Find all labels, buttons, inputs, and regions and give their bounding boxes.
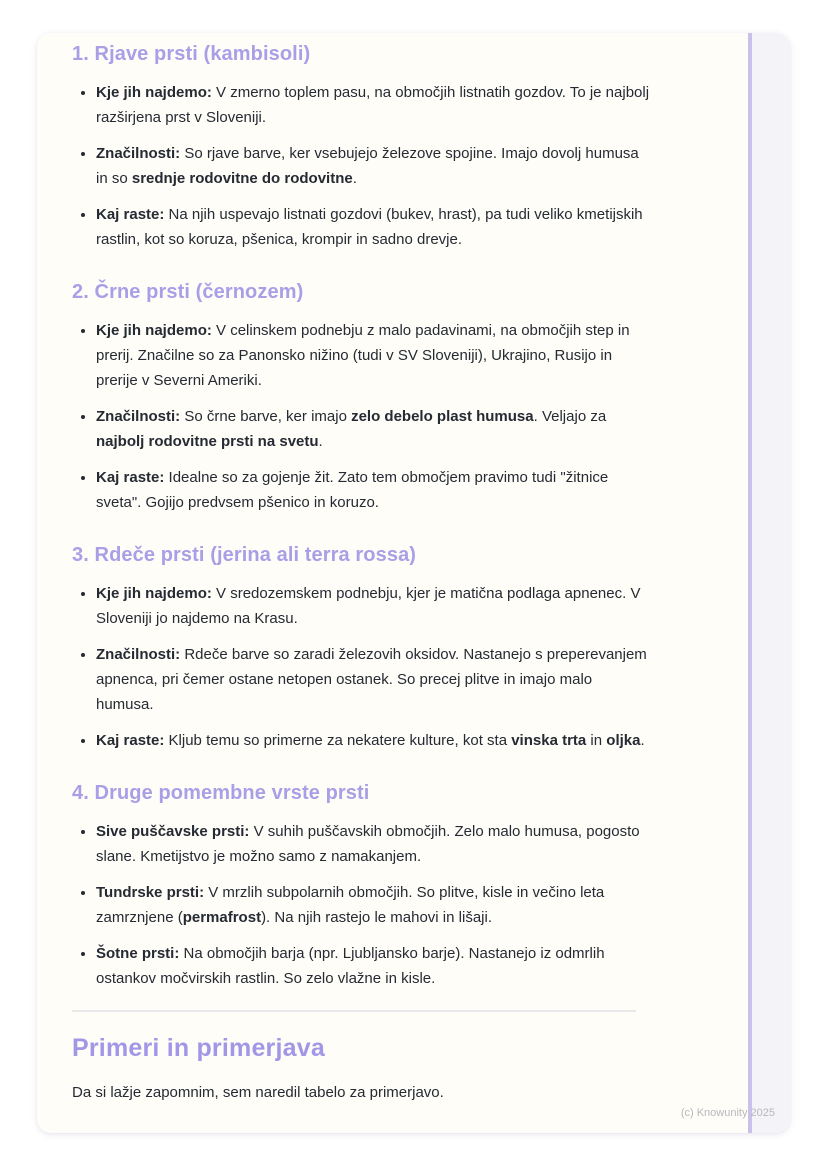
right-rail: [748, 33, 790, 1133]
note-section: [72, 780, 650, 991]
section-title: 3. Rdeče prsti (jerina ali terra rossa): [72, 544, 417, 566]
watermark: (c) Knowunity 2025: [680, 1107, 775, 1119]
list-item: • Kaj raste: Kljub temu so primerne za nekatere kulture, kot sta vinska trta in oljka.: [96, 728, 650, 753]
section-list: [72, 819, 650, 991]
list-item: • Značilnosti: So črne barve, ker imajo zelo debelo plast humusa. Veljajo za najbolj rodovitne prsti na svetu.: [96, 404, 650, 454]
note-section: [72, 279, 650, 515]
comparison-intro: Da si lažje zapomnim, sem naredil tabelo za primerjavo.: [72, 1084, 444, 1101]
list-item: • Kje jih najdemo: V zmerno toplem pasu, na območjih listnatih gozdov. To je najbolj razširjena prst v Sloveniji.: [96, 80, 650, 130]
list-item: • Kaj raste: Idealne so za gojenje žit. Zato tem območjem pravimo tudi "žitnice sveta". Gojijo predvsem pšenico in koruzo.: [96, 465, 650, 515]
list-item: • Šotne prsti: Na območjih barja (npr. Ljubljansko barje). Nastanejo iz odmrlih ostankov močvirskih rastlin. So zelo vlažne in kisle.: [96, 941, 650, 991]
section-title: 2. Črne prsti (černozem): [72, 281, 304, 303]
list-item: • Značilnosti: Rdeče barve so zaradi železovih oksidov. Nastanejo s preperevanjem apnenca, pri čemer ostane netopen ostanek. So precej plitve in imajo malo humusa.: [96, 642, 650, 717]
section-list: [72, 318, 650, 515]
list-item: • Značilnosti: So rjave barve, ker vsebujejo železove spojine. Imajo dovolj humusa in so srednje rodovitne do rodovitne.: [96, 141, 650, 191]
note-content: [72, 33, 650, 1105]
list-item: • Kaj raste: Na njih uspevajo listnati gozdovi (bukev, hrast), pa tudi veliko kmetijskih rastlin, kot so koruza, pšenica, krompir in sadno drevje.: [96, 202, 650, 252]
note-card: [37, 33, 790, 1133]
section-list: [72, 581, 650, 753]
section-title: 4. Druge pomembne vrste prsti: [72, 782, 370, 804]
list-item: • Kje jih najdemo: V sredozemskem podnebju, kjer je matična podlaga apnenec. V Sloveniji jo najdemo na Krasu.: [96, 581, 650, 631]
comparison-heading: Primeri in primerjava: [72, 1034, 325, 1062]
section-list: [72, 80, 650, 252]
section-title: 1. Rjave prsti (kambisoli): [72, 43, 311, 65]
section-divider: [72, 1010, 636, 1012]
list-item: • Kje jih najdemo: V celinskem podnebju z malo padavinami, na območjih step in prerij. Značilne so za Panonsko nižino (tudi v SV Sloveniji), Ukrajino, Rusijo in prerije v Severni Ameriki.: [96, 318, 650, 393]
note-section: [72, 542, 650, 753]
list-item: • Tundrske prsti: V mrzlih subpolarnih območjih. So plitve, kisle in večino leta zamrznjene (permafrost). Na njih rastejo le mahovi in lišaji.: [96, 880, 650, 930]
sections-container: [72, 41, 650, 991]
list-item: • Sive puščavske prsti: V suhih puščavskih območjih. Zelo malo humusa, pogosto slane. Kmetijstvo je možno samo z namakanjem.: [96, 819, 650, 869]
note-section: [72, 41, 650, 252]
